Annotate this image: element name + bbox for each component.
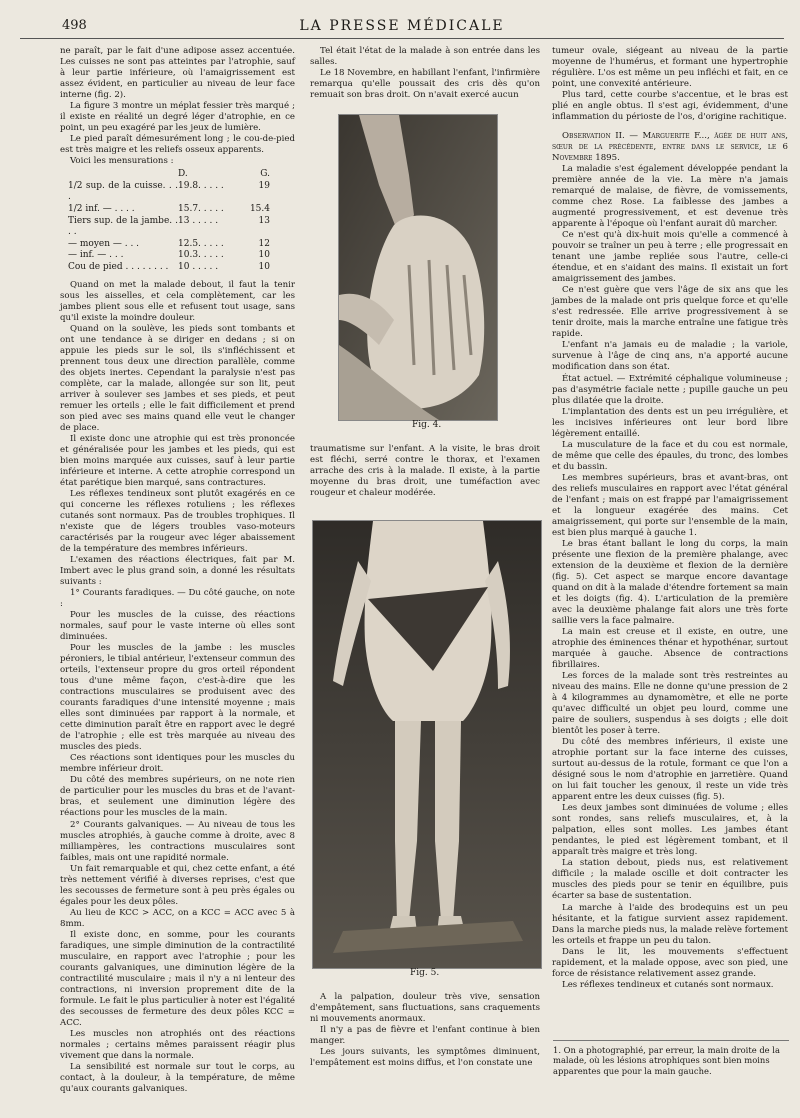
paragraph: Le pied paraît démesurément long ; le cou-de-pied est très maigre et les reliefs osseux apparents.: [60, 134, 295, 156]
paragraph: Au lieu de KCC > ACC, on a KCC = ACC avec 5 à 8mm.: [60, 907, 295, 929]
hand-photo-illustration: [339, 115, 497, 420]
paragraph: traumatisme sur l'enfant. A la visite, le bras droit est fléchi, serré contre le thorax, et l'examen arrache des cris à la malade. Il existe, à la partie moyenne du bras droit, une tuméfaction avec rougeur et chaleur modérée.: [310, 444, 540, 498]
paragraph: L'enfant n'a jamais eu de maladie ; la variole, survenue à l'âge de cinq ans, n'a apporté aucune modification dans son état.: [552, 340, 788, 373]
row-g: 19: [258, 180, 270, 191]
paragraph: Pour les muscles de la cuisse, des réactions normales, sauf pour le vaste interne où elles sont diminuées.: [60, 610, 295, 643]
paragraph: Les deux jambes sont diminuées de volume ; elles sont rondes, sans reliefs musculaires, et, à la palpation, elles sont molles. Les jambes étant pendantes, le pied est légèrement tombant, et il apparaît très maigre et très long.: [552, 803, 788, 858]
row-d: 13 . . . . .: [178, 215, 219, 226]
paragraph: Les membres supérieurs, bras et avant-bras, ont des reliefs musculaires en rapport avec l'état général de l'enfant ; mais on est frappé par l'amaigrissement et la longueur exagérée des mains. Cet amaigrissement, qui porte sur l'ensemble de la main, est bien plus marqué à gauche 1.: [552, 472, 788, 538]
paragraph: La maladie s'est également développée pendant la première année de la vie. La mère n'a jamais remarqué de malaise, de fièvre, de vomissements, comme chez Rose. La faiblesse des jambes a augmenté progressivement, et est devenue très apparente à l'époque où l'enfant aurait dû marcher.: [552, 164, 788, 230]
row-d: 15.7. . . . .: [178, 204, 224, 215]
footnote: 1. On a photographié, par erreur, la main droite de la malade, où les lésions atrophiques sont bien moins apparentes que pour la main gauche.: [553, 1040, 789, 1076]
figure-4-caption: Fig. 4.: [412, 420, 442, 430]
figure-4-photo: [338, 114, 498, 421]
paragraph: Ce n'est qu'à dix-huit mois qu'elle a commencé à pouvoir se traîner un peu à terre ; elle progressait en tenant une jambe repliée sous l'autre, celle-ci étendue, et en s'aidant des mains. Il existait un fort amaigrissement des jambes.: [552, 230, 788, 285]
paragraph: État actuel. — Extrémité céphalique volumineuse ; pas d'asymétrie faciale nette ; pupille gauche un peu plus dilatée que la droite.: [552, 373, 788, 406]
paragraph: Quand on la soulève, les pieds sont tombants et ont une tendance à se diriger en dedans ; si on appuie les pieds sur le sol, ils s'infléchissent et prennent tous deux une direction parallèle, comme des objets inertes. Cependant la paralysie n'est pas complète, car la malade, allongée sur son lit, peut arriver à soulever ses jambes et ses pieds, et peut remuer les orteils ; elle le fait difficilement et prend son pied avec ses mains quand elle veut le changer de place.: [60, 323, 295, 433]
row-g: 10: [258, 262, 270, 273]
row-g: 13: [258, 215, 270, 226]
row-d: 10 . . . . .: [178, 262, 219, 273]
paragraph: La marche à l'aide des brodequins est un peu hésitante, et la fatigue survient assez rapidement. Dans la marche pieds nus, la malade relève fortement les orteils et frappe un peu du talon.: [552, 902, 788, 946]
table-header: [68, 169, 295, 181]
paragraph: Le 18 Novembre, en habillant l'enfant, l'infirmière remarqua qu'elle poussait des cris dès qu'on remuait son bras droit. On n'avait exercé aucun: [310, 68, 540, 101]
paragraph: Du côté des membres supérieurs, on ne note rien de particulier pour les muscles du bras et de l'avant-bras, et seulement une diminution légère des réactions pour les muscles de la main.: [60, 775, 295, 819]
paragraph: La musculature de la face et du cou est normale, de même que celle des épaules, du tronc, des lombes et du bassin.: [552, 439, 788, 472]
paragraph: Il n'y a pas de fièvre et l'enfant continue à bien manger.: [310, 1025, 540, 1047]
paragraph: La station debout, pieds nus, est relativement difficile ; la malade oscille et doit contracter les muscles des pieds pour se tenir en équilibre, puis écarter sa base de sustentation.: [552, 858, 788, 902]
paragraph: Dans le lit, les mouvements s'effectuent rapidement, et la malade oppose, avec son pied, une force de résistance relativement assez grande.: [552, 946, 788, 979]
paragraph: Les jours suivants, les symptômes diminuent, l'empâtement est moins diffus, et l'on constate une: [310, 1047, 540, 1069]
table-row: [68, 181, 295, 204]
row-g: 15.4: [249, 204, 270, 215]
paragraph: ne paraît, par le fait d'une adipose assez accentuée. Les cuisses ne sont pas atteintes par l'atrophie, sauf à leur partie inférieure, où l'amaigrissement est assez évident, en particulier au niveau de leur face interne (fig. 2).: [60, 46, 295, 100]
row-label: Tiers sup. de la jambe. . . .: [68, 215, 178, 238]
row-label: — moyen — . . .: [68, 238, 140, 249]
paragraph: La sensibilité est normale sur tout le corps, au contact, à la douleur, à la température, de même qu'aux courants galvaniques.: [60, 1062, 295, 1095]
paragraph: Il existe donc une atrophie qui est très prononcée et généralisée pour les jambes et les pieds, qui est bien moins marquée aux cuisses, sauf à leur partie inférieure et interne. A cette atrophie correspond un état parétique bien marqué, sans contractures.: [60, 433, 295, 488]
paragraph: 1° Courants faradiques. — Du côté gauche, on note :: [60, 588, 295, 610]
row-label: 1/2 inf. — . . . .: [68, 204, 135, 215]
paragraph: L'implantation des dents est un peu irrégulière, et les incisives inférieures ont leur bord libre légèrement entaillé.: [552, 406, 788, 439]
column-left: [60, 46, 295, 1095]
paragraph: Voici les mensurations :: [70, 156, 174, 167]
paragraph: Ce n'est guère que vers l'âge de six ans que les jambes de la malade ont pris quelque force et qu'elle s'est redressée. Elle arrive progressivement à se tenir droite, mais la marche entraîne une fatigue très rapide.: [552, 285, 788, 340]
measurements-table: [68, 169, 295, 273]
header-d: D.: [178, 169, 188, 180]
observation-title: Observation II. — Marguerite F..., âgée de huit ans, sœur de la précédente, entre dans le service, le 6 Novembre 1895.: [552, 131, 788, 164]
row-label: Cou de pied . . . . . . . .: [68, 262, 169, 273]
header-g: G.: [260, 169, 270, 180]
row-d: 19.8. . . . .: [178, 180, 224, 191]
paragraph: Les réflexes tendineux sont plutôt exagérés en ce qui concerne les réflexes rotuliens ; les réflexes cutanés sont normaux. Pas de troubles trophiques. Il n'existe que de légers troubles vaso-moteurs caractérisés par la rougeur avec léger abaissement de la température des membres inférieurs.: [60, 488, 295, 554]
paragraph: Les réflexes tendineux et cutanés sont normaux.: [562, 979, 774, 990]
column-middle: [310, 46, 540, 101]
paragraph: Les forces de la malade sont très restreintes au niveau des mains. Elle ne donne qu'une pression de 2 à 4 kilogrammes au dynamomètre, et elle ne porte qu'avec difficulté un objet peu lourd, comme une paire de souliers, suspendus à ses doigts ; elle doit bientôt les poser à terre.: [552, 671, 788, 737]
row-label: — inf. — . . .: [68, 250, 124, 261]
paragraph: tumeur ovale, siégeant au niveau de la partie moyenne de l'humérus, et formant une hypertrophie régulière. L'os est même un peu infléchi et fait, en ce point, une convexité antérieure.: [552, 46, 788, 89]
paragraph: Quand on met la malade debout, il faut la tenir sous les aisselles, et cela complètement, car les jambes plient sous elle et refusent tout usage, sans qu'il existe la moindre douleur.: [60, 279, 295, 323]
row-g: 12: [258, 238, 270, 249]
figure-5-caption: Fig. 5.: [410, 968, 440, 978]
paragraph: La figure 3 montre un méplat fessier très marqué ; il existe en réalité un degré léger d'atrophie, en ce point, un peu exagéré par les jeux de lumière.: [60, 101, 295, 134]
paragraph: Le bras étant ballant le long du corps, la main présente une flexion de la première phalange, avec extension de la deuxième et flexion de la dernière (fig. 5). Cet aspect se marque encore davantage quand on dit à la malade d'étendre fortement sa main et les doigts (fig. 4). L'articulation de la première avec la deuxième phalange fait alors une très forte saillie vers la face palmaire.: [552, 538, 788, 626]
row-g: 10: [258, 250, 270, 261]
table-row: [68, 204, 295, 216]
column-middle-bottom: [310, 992, 540, 1069]
row-d: 12.5. . . . .: [178, 238, 224, 249]
page-header: [20, 16, 784, 39]
paragraph: Les muscles non atrophiés ont des réactions normales ; certains mêmes paraissent réagir plus vivement que dans la normale.: [60, 1028, 295, 1061]
paragraph: Plus tard, cette courbe s'accentue, et le bras est plié en angle obtus. Il s'est agi, évidemment, d'une inflammation du périoste de l'os, d'origine rachitique.: [552, 90, 788, 123]
row-d: 10.3. . . . .: [178, 250, 224, 261]
figure-5-photo: [312, 520, 542, 969]
table-row: [68, 216, 295, 239]
paragraph: 2° Courants galvaniques. — Au niveau de tous les muscles atrophiés, à gauche comme à droite, avec 8 milliampères, les contractions musculaires sont faibles, mais ont une rapidité normale.: [60, 819, 295, 863]
paragraph: Un fait remarquable et qui, chez cette enfant, a été très nettement vérifié à diverses reprises, c'est que les secousses de fermeture sont à peu près égales ou égales pour les deux pôles.: [60, 863, 295, 907]
table-row: [68, 262, 295, 274]
column-middle-cont: [310, 444, 540, 499]
paragraph: Tel était l'état de la malade à son entrée dans les salles.: [310, 46, 540, 67]
row-label: 1/2 sup. de la cuisse. . . .: [68, 180, 178, 203]
journal-title: LA PRESSE MÉDICALE: [299, 18, 505, 34]
table-row: [68, 239, 295, 251]
standing-child-illustration: [313, 521, 541, 968]
paragraph: A la palpation, douleur très vive, sensation d'empâtement, sans fluctuations, sans craquements ni mouvements anormaux.: [310, 992, 540, 1024]
paragraph: Du côté des membres inférieurs, il existe une atrophie portant sur la face interne des cuisses, surtout au-dessus de la rotule, formant ce que l'on a désigné sous le nom d'atrophie en jarretière. Quand on lui fait toucher les genoux, il reste un vide très apparent entre les deux cuisses (fig. 5).: [552, 737, 788, 803]
column-right: [552, 46, 788, 991]
page-number: 498: [62, 18, 87, 33]
paragraph: L'examen des réactions électriques, fait par M. Imbert avec le plus grand soin, a donné les résultats suivants :: [60, 555, 295, 587]
paragraph: La main est creuse et il existe, en outre, une atrophie des éminences thénar et hypothénar, surtout marquée à gauche. Absence de contractions fibrillaires.: [552, 627, 788, 671]
table-row: [68, 250, 295, 262]
paragraph: Il existe donc, en somme, pour les courants faradiques, une simple diminution de la contractilité musculaire, en rapport avec l'atrophie ; pour les courants galvaniques, une diminution légère de la contractilité musculaire ; mais il n'y a ni lenteur des contractions, ni inversion proprement dite de la formule. Le fait le plus particulier à noter est l'égalité des secousses de fermeture des deux pôles KCC = ACC.: [60, 929, 295, 1028]
paragraph: Ces réactions sont identiques pour les muscles du membre inférieur droit.: [60, 753, 295, 775]
paragraph: Pour les muscles de la jambe : les muscles péroniers, le tibial antérieur, l'extenseur commun des orteils, l'extenseur propre du gros orteil répondent tous d'une même façon, c'est-à-dire que les contractions musculaires se produisent avec des courants faradiques d'une intensité moyenne ; mais elles sont diminuées par rapport à la normale, et cette diminution paraît être en rapport avec le degré de l'atrophie ; elle est très marquée au niveau des muscles des pieds.: [60, 643, 295, 753]
